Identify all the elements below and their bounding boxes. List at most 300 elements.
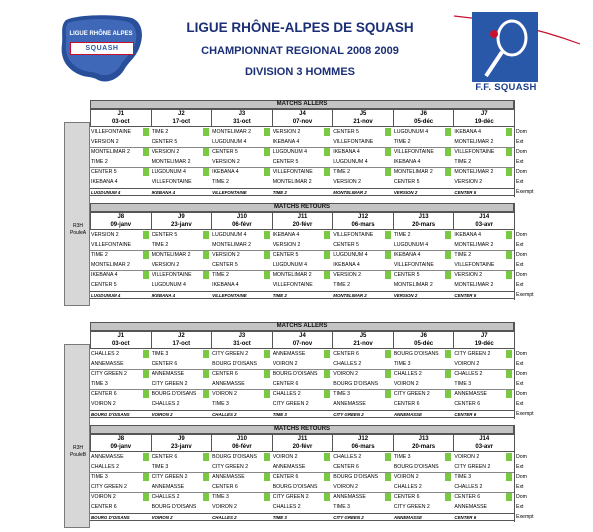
team-cell bbox=[272, 167, 333, 177]
team-name: VILLEFONTAINE bbox=[333, 232, 374, 238]
team-cell bbox=[211, 157, 272, 167]
team-cell bbox=[393, 240, 454, 250]
team-name: TIME 3 bbox=[393, 361, 411, 367]
team-name: VILLEFONTAINE bbox=[454, 262, 495, 268]
team-cell bbox=[332, 379, 393, 389]
team-cell bbox=[211, 349, 272, 359]
team-name: VILLEFONTAINE bbox=[151, 179, 192, 185]
team-name: VILLEFONTAINE bbox=[272, 169, 313, 175]
team-cell bbox=[90, 167, 151, 177]
ff-squash-logo bbox=[452, 10, 584, 94]
home-marker bbox=[445, 271, 451, 279]
team-cell bbox=[453, 230, 514, 240]
exempt-label: Exempt bbox=[516, 411, 534, 417]
team-cell bbox=[393, 147, 454, 157]
team-cell bbox=[393, 399, 454, 409]
home-away-tag: Ext bbox=[516, 282, 524, 288]
match-row bbox=[90, 167, 514, 177]
round-number: J1 bbox=[117, 111, 125, 117]
team-cell bbox=[453, 177, 514, 187]
team-name: VERSION 2 bbox=[454, 272, 483, 278]
team-cell bbox=[393, 230, 454, 240]
match-row bbox=[90, 260, 514, 270]
bye-team: CHALLES 2 bbox=[212, 412, 237, 417]
team-name: CENTER 5 bbox=[212, 262, 238, 268]
pool-a-schedule bbox=[64, 100, 591, 306]
round-date: 31-oct bbox=[233, 119, 251, 125]
pool-label bbox=[65, 223, 91, 237]
round-date: 21-nov bbox=[353, 341, 373, 347]
round-header bbox=[332, 332, 393, 349]
team-cell bbox=[272, 147, 333, 157]
team-name: TIME 3 bbox=[91, 474, 108, 480]
bye-team: CITY GREEN 2 bbox=[333, 412, 364, 417]
round-date: 17-oct bbox=[172, 119, 191, 125]
team-cell bbox=[453, 462, 514, 472]
home-away-tag: Dom bbox=[516, 272, 527, 278]
team-name: TIME 3 bbox=[393, 454, 411, 460]
team-name: CHALLES 2 bbox=[91, 351, 119, 357]
team-cell bbox=[272, 472, 333, 482]
retour-band: MATCHS RETOURS bbox=[90, 203, 514, 212]
round-header bbox=[90, 435, 151, 452]
match-row bbox=[90, 482, 514, 492]
ff-squash-badge bbox=[472, 12, 538, 82]
round-date: 20-mars bbox=[412, 222, 436, 228]
round-header bbox=[453, 332, 514, 349]
home-marker bbox=[385, 168, 391, 176]
team-name: CENTER 6 bbox=[272, 381, 299, 387]
home-marker bbox=[506, 493, 512, 501]
bye-team: CITY GREEN 2 bbox=[333, 515, 364, 520]
pool-label-cell bbox=[64, 122, 90, 306]
team-cell bbox=[90, 349, 151, 359]
team-name: ANNEMASSE bbox=[212, 474, 245, 480]
bye-team: CENTER 6 bbox=[454, 515, 477, 520]
team-name: CENTER 6 bbox=[151, 454, 178, 460]
retour-header-row bbox=[90, 212, 514, 230]
home-marker bbox=[203, 128, 209, 136]
team-name: CENTER 6 bbox=[91, 504, 117, 510]
team-cell bbox=[272, 127, 333, 137]
team-name: VERSION 2 bbox=[91, 139, 119, 145]
team-name: ANNEMASSE bbox=[333, 494, 366, 500]
round-header bbox=[453, 110, 514, 127]
team-cell bbox=[151, 260, 212, 270]
team-name: CHALLES 2 bbox=[333, 361, 362, 367]
team-name: CHALLES 2 bbox=[151, 401, 180, 407]
team-cell bbox=[90, 482, 151, 492]
team-name: VILLEFONTAINE bbox=[91, 242, 131, 248]
team-name: CITY GREEN 2 bbox=[393, 504, 430, 510]
retour-bye-row bbox=[90, 291, 514, 299]
team-name: VERSION 2 bbox=[151, 262, 180, 268]
home-away-tag: Dom bbox=[516, 494, 527, 500]
team-name: VOIRON 2 bbox=[393, 474, 419, 480]
ligue-logo bbox=[58, 14, 144, 84]
round-number: J14 bbox=[479, 436, 490, 442]
team-name: VOIRON 2 bbox=[454, 361, 480, 367]
round-header bbox=[90, 332, 151, 349]
aller-band: MATCHS ALLERS bbox=[90, 322, 514, 331]
team-cell bbox=[151, 359, 212, 369]
team-name: TIME 3 bbox=[333, 391, 350, 397]
home-marker bbox=[203, 453, 209, 461]
team-name: IKEBANA 4 bbox=[212, 282, 239, 288]
team-cell bbox=[90, 492, 151, 502]
team-name: MONTELIMAR 2 bbox=[272, 272, 312, 278]
team-name: CITY GREEN 2 bbox=[272, 401, 309, 407]
team-name: BOURG D'OISANS bbox=[151, 391, 197, 397]
home-away-tag: Ext bbox=[516, 159, 524, 165]
team-name: BOURG D'OISANS bbox=[212, 361, 257, 367]
team-cell bbox=[332, 230, 393, 240]
team-cell bbox=[393, 452, 454, 462]
team-cell bbox=[211, 177, 272, 187]
team-cell bbox=[272, 349, 333, 359]
team-cell bbox=[151, 349, 212, 359]
home-marker bbox=[324, 168, 330, 176]
round-number: J10 bbox=[236, 436, 247, 442]
team-cell bbox=[211, 230, 272, 240]
team-cell bbox=[211, 399, 272, 409]
team-name: IKEBANA 4 bbox=[454, 232, 481, 238]
retour-header-row bbox=[90, 434, 514, 452]
round-date: 03-avr bbox=[475, 222, 494, 228]
team-cell bbox=[211, 260, 272, 270]
round-header bbox=[151, 332, 212, 349]
team-cell bbox=[272, 389, 333, 399]
team-cell bbox=[393, 250, 454, 260]
team-name: VERSION 2 bbox=[212, 159, 240, 165]
team-name: MONTELIMAR 2 bbox=[212, 242, 252, 248]
team-name: LUGDUNUM 4 bbox=[212, 139, 247, 145]
pool-division: R3H bbox=[72, 223, 83, 229]
team-cell bbox=[151, 157, 212, 167]
team-name: CITY GREEN 2 bbox=[454, 464, 491, 470]
team-name: VOIRON 2 bbox=[91, 494, 116, 500]
team-name: CENTER 5 bbox=[272, 252, 299, 258]
team-cell bbox=[90, 177, 151, 187]
team-name: CHALLES 2 bbox=[333, 454, 362, 460]
team-name: CITY GREEN 2 bbox=[151, 381, 188, 387]
team-cell bbox=[453, 250, 514, 260]
home-marker bbox=[143, 168, 149, 176]
team-cell bbox=[453, 369, 514, 379]
team-name: VOIRON 2 bbox=[454, 454, 480, 460]
home-marker bbox=[143, 128, 149, 136]
team-cell bbox=[272, 240, 333, 250]
team-cell bbox=[272, 260, 333, 270]
team-cell bbox=[453, 127, 514, 137]
team-name: TIME 2 bbox=[91, 252, 108, 258]
team-cell bbox=[332, 369, 393, 379]
home-away-tag: Ext bbox=[516, 139, 524, 145]
round-header bbox=[151, 213, 212, 230]
table-border bbox=[514, 100, 515, 197]
bye-team: TIME 3 bbox=[272, 412, 287, 417]
team-name: MONTELIMAR 2 bbox=[454, 242, 494, 248]
home-marker bbox=[385, 370, 391, 378]
pool-b-schedule bbox=[64, 322, 591, 528]
team-name: VERSION 2 bbox=[212, 252, 240, 258]
team-cell bbox=[272, 157, 333, 167]
team-name: TIME 2 bbox=[91, 159, 108, 165]
team-cell bbox=[211, 472, 272, 482]
team-cell bbox=[211, 389, 272, 399]
round-date: 03-avr bbox=[475, 444, 494, 450]
team-name: CENTER 6 bbox=[212, 371, 238, 377]
team-cell bbox=[211, 359, 272, 369]
team-name: IKEBANA 4 bbox=[393, 159, 421, 165]
team-cell bbox=[332, 472, 393, 482]
team-name: CHALLES 2 bbox=[454, 484, 483, 490]
team-cell bbox=[453, 502, 514, 512]
team-name: MONTELIMAR 2 bbox=[272, 179, 312, 185]
aller-header-row bbox=[90, 331, 514, 349]
team-name: MONTELIMAR 2 bbox=[454, 282, 494, 288]
home-away-tag: Ext bbox=[516, 361, 524, 367]
team-name: IKEBANA 4 bbox=[333, 262, 360, 268]
team-name: CENTER 5 bbox=[393, 272, 420, 278]
team-name: BOURG D'OISANS bbox=[393, 351, 439, 357]
team-name: CITY GREEN 2 bbox=[393, 391, 430, 397]
round-date: 20-mars bbox=[412, 444, 436, 450]
round-date: 20-févr bbox=[292, 222, 313, 228]
team-name: MONTELIMAR 2 bbox=[454, 139, 494, 145]
round-number: J12 bbox=[358, 436, 369, 442]
home-marker bbox=[264, 168, 270, 176]
team-cell bbox=[272, 230, 333, 240]
team-name: MONTELIMAR 2 bbox=[393, 282, 433, 288]
home-marker bbox=[385, 148, 391, 156]
team-name: ANNEMASSE bbox=[91, 454, 124, 460]
round-header bbox=[211, 110, 272, 127]
bye-team: ANNEMASSE bbox=[393, 412, 422, 417]
team-name: CENTER 5 bbox=[333, 242, 359, 248]
home-marker bbox=[445, 390, 451, 398]
team-cell bbox=[272, 137, 333, 147]
bye-team: LUGDUNUM 4 bbox=[91, 293, 121, 298]
team-name: TIME 2 bbox=[151, 242, 169, 248]
home-away-tag: Ext bbox=[516, 381, 524, 387]
team-name: CENTER 6 bbox=[393, 401, 420, 407]
round-number: J13 bbox=[418, 214, 429, 220]
home-marker bbox=[506, 453, 512, 461]
team-cell bbox=[151, 137, 212, 147]
team-cell bbox=[393, 502, 454, 512]
match-row bbox=[90, 280, 514, 290]
team-cell bbox=[393, 462, 454, 472]
team-cell bbox=[453, 349, 514, 359]
round-header bbox=[393, 332, 454, 349]
team-cell bbox=[332, 462, 393, 472]
team-name: VILLEFONTAINE bbox=[393, 262, 434, 268]
home-marker bbox=[385, 453, 391, 461]
home-marker bbox=[203, 231, 209, 239]
team-cell bbox=[393, 127, 454, 137]
round-header bbox=[272, 213, 333, 230]
team-name: CITY GREEN 2 bbox=[151, 474, 188, 480]
team-cell bbox=[272, 280, 333, 290]
team-cell bbox=[332, 147, 393, 157]
team-cell bbox=[90, 280, 151, 290]
home-marker bbox=[143, 148, 149, 156]
home-marker bbox=[203, 390, 209, 398]
team-name: ANNEMASSE bbox=[151, 484, 185, 490]
team-cell bbox=[151, 280, 212, 290]
team-name: CENTER 6 bbox=[272, 474, 299, 480]
team-cell bbox=[453, 147, 514, 157]
home-marker bbox=[203, 251, 209, 259]
team-cell bbox=[332, 349, 393, 359]
bye-team: CENTER 5 bbox=[454, 293, 477, 298]
retour-band: MATCHS RETOURS bbox=[90, 425, 514, 434]
team-name: CENTER 6 bbox=[212, 484, 238, 490]
team-cell bbox=[211, 482, 272, 492]
match-row bbox=[90, 240, 514, 250]
team-cell bbox=[332, 167, 393, 177]
team-cell bbox=[332, 399, 393, 409]
team-name: VILLEFONTAINE bbox=[333, 139, 374, 145]
team-cell bbox=[151, 147, 212, 157]
bye-team: VERSION 2 bbox=[393, 293, 418, 298]
home-marker bbox=[506, 390, 512, 398]
team-cell bbox=[332, 137, 393, 147]
team-cell bbox=[151, 502, 212, 512]
round-date: 07-nov bbox=[292, 119, 313, 125]
team-cell bbox=[453, 399, 514, 409]
round-number: J4 bbox=[299, 333, 306, 339]
team-cell bbox=[332, 157, 393, 167]
table-border bbox=[514, 203, 515, 300]
team-name: LUGDUNUM 4 bbox=[272, 149, 308, 155]
team-cell bbox=[272, 399, 333, 409]
round-header bbox=[272, 332, 333, 349]
team-cell bbox=[151, 230, 212, 240]
team-cell bbox=[151, 399, 212, 409]
round-number: J9 bbox=[178, 214, 185, 220]
team-cell bbox=[90, 502, 151, 512]
aller-bye-row bbox=[90, 410, 514, 418]
round-header bbox=[211, 435, 272, 452]
home-away-tag: Ext bbox=[516, 242, 524, 248]
round-date: 09-janv bbox=[110, 222, 132, 228]
team-name: MONTELIMAR 2 bbox=[151, 159, 191, 165]
team-name: TIME 3 bbox=[151, 351, 169, 357]
home-marker bbox=[445, 453, 451, 461]
round-number: J9 bbox=[178, 436, 185, 442]
round-header bbox=[272, 110, 333, 127]
home-marker bbox=[324, 231, 330, 239]
round-number: J7 bbox=[480, 333, 488, 339]
team-name: BOURG D'OISANS bbox=[333, 381, 379, 387]
team-name: TIME 2 bbox=[333, 282, 350, 288]
team-cell bbox=[272, 502, 333, 512]
home-marker bbox=[445, 148, 451, 156]
team-name: TIME 3 bbox=[333, 504, 350, 510]
match-row bbox=[90, 250, 514, 260]
team-cell bbox=[211, 137, 272, 147]
team-name: TIME 3 bbox=[212, 401, 229, 407]
team-name: VOIRON 2 bbox=[91, 401, 116, 407]
home-marker bbox=[324, 493, 330, 501]
team-cell bbox=[211, 379, 272, 389]
round-date: 06-févr bbox=[232, 222, 252, 228]
pool-division: R3H bbox=[72, 445, 83, 451]
round-date: 05-déc bbox=[414, 341, 434, 347]
bye-team: CENTER 5 bbox=[454, 190, 477, 195]
match-row bbox=[90, 137, 514, 147]
team-cell bbox=[90, 230, 151, 240]
team-cell bbox=[211, 502, 272, 512]
home-marker bbox=[143, 350, 149, 358]
round-date: 31-oct bbox=[233, 341, 251, 347]
bye-team: CENTER 6 bbox=[454, 412, 477, 417]
team-name: TIME 3 bbox=[454, 474, 472, 480]
team-name: MONTELIMAR 2 bbox=[454, 169, 494, 175]
team-name: TIME 2 bbox=[454, 159, 472, 165]
round-number: J5 bbox=[359, 111, 367, 117]
team-cell bbox=[151, 472, 212, 482]
team-cell bbox=[393, 369, 454, 379]
team-name: CENTER 5 bbox=[91, 169, 117, 175]
match-row bbox=[90, 462, 514, 472]
team-cell bbox=[272, 379, 333, 389]
round-number: J5 bbox=[359, 333, 367, 339]
team-cell bbox=[393, 359, 454, 369]
round-date: 06-mars bbox=[351, 444, 375, 450]
team-name: MONTELIMAR 2 bbox=[151, 252, 191, 258]
team-name: CENTER 6 bbox=[333, 351, 359, 357]
bye-team: BOURG D'OISANS bbox=[91, 515, 130, 520]
team-cell bbox=[393, 379, 454, 389]
team-name: VERSION 2 bbox=[91, 232, 119, 238]
team-name: VILLEFONTAINE bbox=[151, 272, 192, 278]
home-marker bbox=[203, 168, 209, 176]
team-name: BOURG D'OISANS bbox=[212, 454, 257, 460]
team-name: CENTER 5 bbox=[91, 282, 117, 288]
team-name: TIME 2 bbox=[454, 252, 472, 258]
team-cell bbox=[272, 482, 333, 492]
home-marker bbox=[324, 473, 330, 481]
bye-team: VOIRON 2 bbox=[151, 412, 173, 417]
home-away-tag: Dom bbox=[516, 129, 527, 135]
home-marker bbox=[143, 390, 149, 398]
round-header bbox=[90, 110, 151, 127]
home-away-tag: Dom bbox=[516, 149, 527, 155]
team-cell bbox=[151, 379, 212, 389]
team-name: ANNEMASSE bbox=[212, 381, 245, 387]
team-name: VERSION 2 bbox=[272, 129, 301, 135]
home-marker bbox=[445, 168, 451, 176]
team-name: VOIRON 2 bbox=[212, 391, 237, 397]
round-number: J8 bbox=[117, 214, 125, 220]
team-cell bbox=[90, 147, 151, 157]
home-marker bbox=[324, 453, 330, 461]
team-cell bbox=[393, 349, 454, 359]
team-name: MONTELIMAR 2 bbox=[393, 169, 433, 175]
ff-squash-name: F.F. SQUASH bbox=[475, 82, 537, 93]
team-name: MONTELIMAR 2 bbox=[212, 129, 252, 135]
pool-name: PouleB bbox=[69, 452, 87, 458]
team-name: TIME 2 bbox=[212, 272, 229, 278]
match-row bbox=[90, 230, 514, 240]
team-cell bbox=[332, 127, 393, 137]
team-name: CHALLES 2 bbox=[393, 371, 422, 377]
team-name: IKEBANA 4 bbox=[333, 149, 360, 155]
round-number: J11 bbox=[297, 214, 308, 220]
